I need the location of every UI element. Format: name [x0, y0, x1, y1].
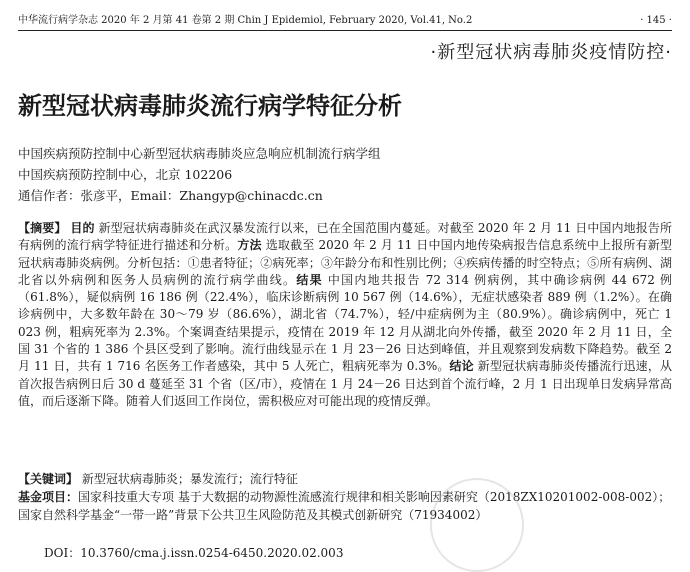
results-text: 中国内地共报告 72 314 例病例，其中确诊病例 44 672 例（61.8%），疑似病例 16 186 例（22.4%），临床诊断病例 10 567 例（14.6%），无症状感染者 889 例（1.2%）。在确诊病例中，大多数年龄在 30～79 岁（86.6%），湖北省（74.7%），轻/中症病例为主（80.9%）。确诊病例中，死亡 1 023 例，粗病死率为 2.3%。个案调查结果提示，疫情在 2019 年 12 月从湖北向外传播，截至 2020 年 2 月 11 日，全国 31 个省的 1 386 个县区受到了影响。流行曲线显示在 1 月 23－26 日达到峰值，并且观察到发病数下降趋势。截至 2 月 11 日，共有 1 716 名医务工作者感染，其中 5 人死亡，粗病死率为 0.3%。 — [18, 272, 672, 374]
conclusion-text: 新型冠状病毒肺炎传播流行迅速，从首次报告病例日后 30 d 蔓延至 31 个省（区/市），疫情在 1 月 24－26 日达到首个流行峰，2 月 1 日出现单日发病异常高值，而后逐渐下降。随着人们返回工作岗位，需积极应对可能出现的疫情反弹。 — [18, 359, 672, 408]
doi: DOI：10.3760/cma.j.issn.0254-6450.2020.02.003 — [44, 546, 344, 560]
objective-text: 新型冠状病毒肺炎在武汉暴发流行以来，已在全国范围内蔓延。对截至 2020 年 2 月 11 日中国内地报告所有病例的流行病学特征进行描述和分析。 — [18, 221, 672, 253]
abstract-label: 【摘要】 — [18, 221, 67, 235]
funding — [18, 489, 672, 524]
objective-label: 目的 — [70, 221, 95, 235]
header-divider — [18, 30, 672, 31]
methods-label: 方法 — [237, 238, 262, 253]
journal-citation: 中华流行病学杂志 2020 年 2 月第 41 卷第 2 期 Chin J Epidemiol, February 2020, Vol.41, No.2 — [18, 15, 473, 26]
keywords-text: 新型冠状病毒肺炎；暴发流行；流行特征 — [81, 472, 298, 486]
methods-text: 选取截至 2020 年 2 月 11 日中国内地传染病报告信息系统中上报所有新型冠状病毒肺炎病例。分析包括：①患者特征；②病死率；③年龄分布和性别比例；④疾病传播的时空特点；⑤所有病例、湖北省以外病例和医务人员病例的流行病学曲线。 — [18, 238, 672, 287]
funding-text: 国家科技重大专项 基于大数据的动物源性流感流行规律和相关影响因素研究（2018ZX10201002-008-002）；国家自然科学基金“一带一路”背景下公共卫生风险防范及其模式创新研究（71934002） — [18, 490, 671, 522]
keywords-label: 【关键词】 — [18, 472, 79, 486]
affiliation-1: 中国疾病预防控制中心新型冠状病毒肺炎应急响应机制流行病学组 — [18, 146, 381, 161]
column-title: ·新型冠状病毒肺炎疫情防控· — [430, 42, 672, 63]
page-number: · 145 · — [640, 15, 672, 26]
running-header — [18, 13, 672, 29]
keywords — [18, 471, 672, 488]
conclusion-label: 结论 — [449, 359, 474, 374]
article-title: 新型冠状病毒肺炎流行病学特征分析 — [18, 92, 402, 120]
watermark-seal — [430, 478, 524, 572]
results-label: 结果 — [296, 272, 323, 287]
abstract — [18, 220, 672, 410]
affiliation-2: 中国疾病预防控制中心，北京 102206 — [18, 167, 233, 182]
funding-label: 基金项目： — [18, 490, 79, 504]
corresponding-author: 通信作者：张彦平，Email：Zhangyp@chinacdc.cn — [18, 188, 323, 203]
